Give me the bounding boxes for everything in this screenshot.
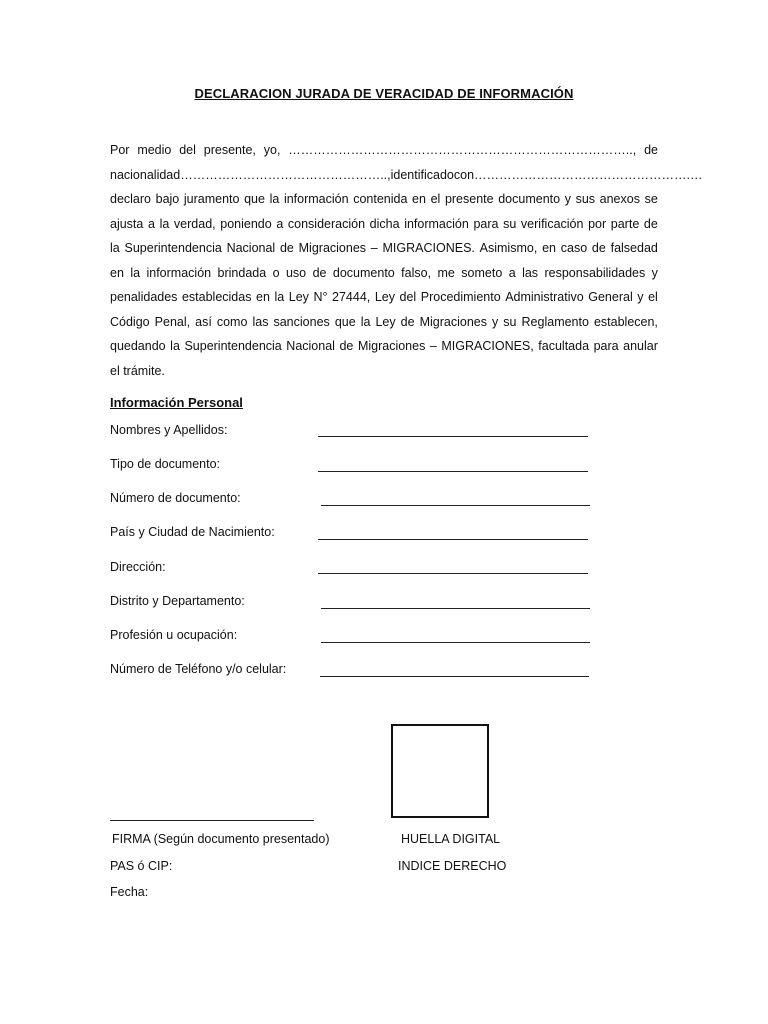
word: información	[283, 192, 349, 206]
field-label-address: Dirección:	[110, 560, 166, 574]
field-line-doc-number[interactable]	[321, 505, 590, 506]
word: identificado	[390, 167, 454, 182]
word: como	[216, 314, 248, 329]
word: el	[648, 290, 658, 304]
word: Migraciones	[357, 339, 426, 353]
word: el	[430, 192, 441, 206]
paragraph-line-6	[110, 261, 658, 286]
field-line-profession[interactable]	[321, 642, 590, 643]
word: verdad,	[173, 216, 216, 231]
word: MIGRACIONES.	[382, 241, 475, 255]
word: Migraciones	[419, 314, 487, 329]
word: bajo	[155, 192, 180, 206]
word: y	[492, 314, 499, 329]
word: su	[503, 216, 517, 231]
word: establecidas	[181, 290, 252, 304]
word: 27444,	[332, 290, 371, 304]
word: del	[399, 290, 417, 304]
word: o	[272, 265, 280, 280]
word: Migraciones	[298, 241, 367, 255]
word: de	[591, 241, 606, 255]
word: de	[279, 241, 294, 255]
word: anular	[623, 339, 658, 353]
word: Nacional	[226, 241, 276, 255]
word: verificación	[520, 216, 584, 231]
word: Nacional	[286, 339, 335, 353]
word: que	[334, 314, 356, 329]
word: N°	[313, 290, 328, 304]
word: del	[179, 143, 196, 157]
word: Administrativo	[505, 290, 584, 304]
word: juramento	[183, 192, 240, 206]
word: Superintendencia	[124, 241, 222, 255]
word: Procedimiento	[420, 290, 501, 304]
word: quedando	[110, 339, 166, 353]
word: facultada	[538, 339, 590, 353]
word: falsedad	[610, 241, 658, 255]
declaration-paragraph	[110, 138, 703, 383]
word: Ley	[374, 290, 395, 304]
word: las	[252, 314, 269, 329]
paragraph-line-10: el trámite.	[110, 363, 165, 378]
name-blank: ………………………………………………………………………..,	[288, 143, 637, 157]
word: presente	[444, 192, 494, 206]
word: la	[360, 314, 371, 329]
word: y	[651, 265, 658, 280]
word: brindada	[217, 265, 267, 280]
fingerprint-sublabel: INDICE DERECHO	[398, 859, 507, 873]
word: su	[503, 314, 517, 329]
word: de	[339, 339, 354, 353]
word: responsabilidades	[544, 265, 646, 280]
paragraph-line-2	[110, 163, 703, 188]
field-line-address[interactable]	[318, 573, 588, 574]
word: de	[643, 216, 658, 231]
word: la	[159, 216, 170, 231]
word: Ley	[288, 290, 309, 304]
paragraph-line-3	[110, 187, 658, 212]
field-line-birthplace[interactable]	[318, 539, 588, 540]
word: de	[312, 265, 327, 280]
signature-label: FIRMA (Según documento presentado)	[112, 832, 330, 846]
word: uso	[285, 265, 307, 280]
word: establecen,	[593, 314, 658, 329]
word: de	[400, 314, 415, 329]
word: en	[412, 192, 426, 206]
signature-line[interactable]	[110, 820, 314, 821]
paragraph-line-9	[110, 334, 658, 359]
fingerprint-label: HUELLA DIGITAL	[401, 832, 501, 846]
word: me	[437, 265, 455, 280]
field-label-phone: Número de Teléfono y/o celular:	[110, 662, 287, 676]
word: por	[588, 216, 607, 231]
word: penalidades	[110, 290, 178, 304]
field-label-profession: Profesión u ocupación:	[110, 628, 238, 642]
word: Penal,	[154, 314, 191, 329]
fingerprint-box[interactable]	[391, 724, 489, 818]
paragraph-line-4	[110, 212, 658, 237]
word: ajusta	[110, 216, 144, 231]
word: poniendo	[220, 216, 272, 231]
word: declaro	[110, 192, 151, 206]
word: la	[274, 290, 285, 304]
word: documento	[332, 265, 395, 280]
field-label-doc-type: Tipo de documento:	[110, 457, 221, 471]
paragraph-line-7	[110, 285, 658, 310]
word: falso,	[401, 265, 432, 280]
word: caso	[560, 241, 588, 255]
word: –	[370, 241, 378, 255]
word: consideración	[287, 216, 366, 231]
word: la	[269, 192, 280, 206]
word: en	[256, 290, 270, 304]
word: se	[644, 192, 658, 206]
word: información	[404, 216, 469, 231]
field-label-birthplace: País y Ciudad de Nacimiento:	[110, 525, 275, 539]
word: así	[195, 314, 212, 329]
word: Código	[110, 314, 150, 329]
word: Por	[110, 143, 130, 157]
field-line-doc-type[interactable]	[318, 471, 588, 472]
word: a	[276, 216, 284, 231]
word: –	[429, 339, 437, 353]
word: parte	[610, 216, 640, 231]
field-label-names: Nombres y Apellidos:	[110, 423, 228, 437]
id-blank: …………………………………………….…	[474, 167, 703, 182]
word: con	[453, 167, 475, 182]
field-line-phone[interactable]	[320, 676, 589, 677]
word: yo,	[263, 143, 281, 157]
pas-cip-label: PAS ó CIP:	[110, 859, 173, 873]
word: la	[110, 241, 120, 255]
word: la	[170, 339, 180, 353]
word: para	[593, 339, 619, 353]
word: a	[508, 265, 516, 280]
word: Ley	[375, 314, 396, 329]
field-line-district[interactable]	[321, 608, 590, 609]
paragraph-line-1	[110, 138, 658, 163]
word: Superintendencia	[184, 339, 282, 353]
date-label: Fecha:	[110, 885, 149, 899]
word: en	[110, 265, 124, 280]
word: dicha	[369, 216, 400, 231]
word: y	[637, 290, 644, 304]
word: presente,	[203, 143, 256, 157]
word: la	[130, 265, 141, 280]
word: de	[644, 143, 658, 157]
document-title: DECLARACION JURADA DE VERACIDAD DE INFORMACIÓN	[194, 86, 574, 101]
word: sanciones	[273, 314, 330, 329]
word: someto	[461, 265, 503, 280]
nationality-blank: nacionalidad…………………………………………..,	[110, 167, 391, 182]
word: a	[147, 216, 155, 231]
paragraph-line-5	[110, 236, 658, 261]
word: las	[522, 265, 539, 280]
word: y	[564, 192, 571, 206]
word: para	[473, 216, 499, 231]
word: en	[542, 241, 556, 255]
word: MIGRACIONES,	[441, 339, 534, 353]
word: medio	[137, 143, 172, 157]
field-label-doc-number: Número de documento:	[110, 491, 241, 505]
paragraph-line-8	[110, 310, 658, 335]
word: contenida	[353, 192, 408, 206]
field-line-names[interactable]	[318, 436, 588, 437]
field-label-district: Distrito y Departamento:	[110, 594, 245, 608]
word: información	[146, 265, 212, 280]
word: documento	[498, 192, 561, 206]
word: sus	[575, 192, 596, 206]
word: anexos	[599, 192, 640, 206]
word: Asimismo,	[479, 241, 538, 255]
word: General	[588, 290, 633, 304]
word: que	[244, 192, 265, 206]
section-title-personal-info: Información Personal	[110, 395, 243, 410]
word: Reglamento	[521, 314, 589, 329]
